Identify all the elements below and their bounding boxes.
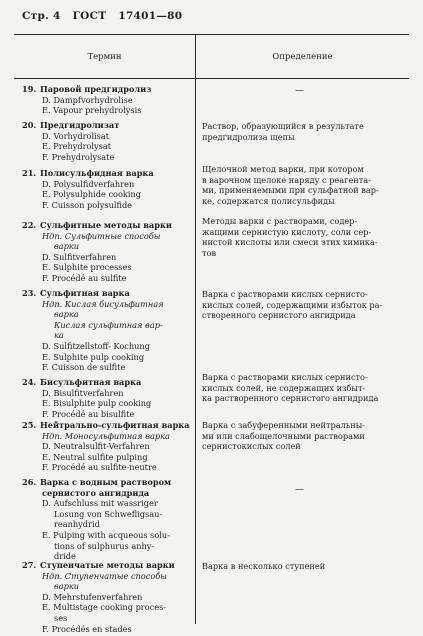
term-translation: F. Cuisson de sulfite (42, 362, 126, 373)
term-number: 24. (22, 377, 37, 387)
definition-line: ми, применяемыми при сульфатной вар- (202, 185, 379, 196)
term-title: Ступенчатые методы варки (40, 560, 175, 570)
term-translation: D. Sulfitverfahren (42, 251, 117, 262)
definition-20 (202, 121, 398, 142)
definition-dash-19: — (295, 86, 304, 96)
term-translation: D. Neutralsulfit-Verfahren (42, 441, 150, 452)
definition-27 (202, 561, 398, 572)
definition-line: ка растворенного сернистого ангидрида (202, 393, 379, 404)
definition-25 (202, 420, 398, 452)
page-header (22, 10, 190, 22)
term-deprecated: Кислая сульфитная вар- (54, 319, 163, 330)
definition-24 (202, 372, 398, 404)
term-title: Предгидролизат (40, 120, 120, 130)
definition-21 (202, 164, 398, 206)
definition-23 (202, 289, 398, 321)
term-translation: D. Vorhydrolisat (42, 130, 110, 141)
page-number: Стр. 4 (22, 10, 61, 22)
definition-line: жащими сернистую кислоту, соли сер- (202, 226, 372, 237)
column-header-term: Термин (87, 52, 122, 62)
column-header-definition: Определение (272, 52, 333, 62)
definition-line: створенного сернистого ангидрида (202, 310, 356, 321)
term-translation: D. Aufschluss mit wassriger (42, 498, 158, 509)
term-deprecated: ка (54, 330, 64, 341)
table-top-rule (14, 34, 409, 35)
term-translation: dride (54, 551, 76, 562)
term-translation: E. Vapour prehydrolysis (42, 105, 142, 116)
term-translation: E. Multistage cooking proces- (42, 602, 167, 613)
definition-line: Методы варки с растворами, содер- (202, 216, 358, 226)
term-translation: E. Sulphite pulp cooking (42, 351, 145, 362)
term-number: 27. (22, 560, 37, 570)
term-translation: tions of sulphurus anhy- (54, 540, 155, 551)
term-entry-20 (22, 120, 192, 162)
term-entry-23 (22, 288, 192, 373)
term-deprecated: Ндп. Ступенчатые способы (42, 570, 167, 581)
definition-line: предгидролиза щепы (202, 131, 295, 142)
term-translation: F. Cuisson polysulfide (42, 199, 133, 210)
term-number: 25. (22, 420, 37, 430)
term-entry-21 (22, 168, 192, 210)
term-translation: D. Polysulfidverfahren (42, 178, 135, 189)
term-translation: D. Bisulfitverfahren (42, 387, 124, 398)
term-number: 21. (22, 168, 37, 178)
term-translation: Losung von Schwefligsau- (54, 508, 163, 519)
term-translation: D. Sulfitzellstoff- Kochung (42, 340, 150, 351)
term-title: Нейтрально-сульфитная варка (40, 420, 190, 430)
column-divider (195, 34, 196, 624)
term-title: Полисульфидная варка (40, 168, 154, 178)
term-deprecated: Ндп. Моносульфитная варка (42, 430, 170, 441)
definition-dash-26: — (295, 485, 304, 495)
term-number: 19. (22, 84, 37, 94)
term-translation: E. Pulping with acqueous solu- (42, 529, 170, 540)
term-translation: F. Prehydrolysate (42, 151, 115, 162)
term-deprecated: варки (54, 581, 80, 592)
standard-number: 17401—80 (118, 10, 183, 22)
definition-line: Щелочной метод варки, при котором (202, 164, 364, 174)
standard-label: ГОСТ (72, 10, 107, 22)
term-translation: E. Prehydrolysat (42, 141, 112, 152)
definition-line: сернистокислых солей (202, 441, 301, 452)
definition-line: Варка с забуференными нейтральны- (202, 420, 366, 430)
term-translation: F. Procédés en stades (42, 623, 132, 634)
term-translation: D. Mehrstufenverfahren (42, 591, 143, 602)
term-translation: D. Dampfvorhydrolise (42, 94, 133, 105)
definition-line: ке, содержатся полисульфиды (202, 195, 335, 206)
term-translation: E. Polysulphide cooking (42, 189, 141, 200)
term-translation: ses (54, 612, 68, 623)
term-translation: F. Procédé au sulfite-neutre (42, 462, 157, 473)
term-translation: E. Sulphite processes (42, 262, 132, 273)
term-number: 23. (22, 288, 37, 298)
definition-line: кислых солей, не содержащих избыт- (202, 382, 366, 393)
term-title: Варка с водным раствором (40, 477, 172, 487)
term-entry-27 (22, 560, 192, 634)
term-entry-19 (22, 84, 192, 116)
term-title: Бисульфитная варка (40, 377, 142, 387)
term-title: Сульфитные методы варки (40, 220, 172, 230)
term-entry-25 (22, 420, 192, 473)
term-entry-24 (22, 377, 192, 419)
definition-line: нистой кислоты или смеси этих химика- (202, 237, 378, 248)
term-translation: E. Neutral sulfite pulping (42, 451, 148, 462)
term-entry-26 (22, 477, 192, 562)
definition-line: ми или слабощелочными растворами (202, 430, 365, 441)
definition-line: кислых солей, содержащими избыток ра- (202, 299, 383, 310)
term-translation: F. Procédé au sulfite (42, 272, 127, 283)
term-title: Паровой предгидролиз (40, 84, 152, 94)
definition-line: Варка с растворами кислых сернисто- (202, 372, 368, 382)
term-title-continued: сернистого ангидрида (42, 487, 150, 498)
term-translation: reanhydrid (54, 519, 100, 530)
term-number: 20. (22, 120, 37, 130)
term-deprecated: Ндп. Кислая бисульфитная (42, 298, 164, 309)
term-translation: E. Bisulphite pulp cooking (42, 398, 152, 409)
definition-line: тов (202, 247, 217, 258)
table-header-rule (14, 78, 409, 79)
term-deprecated: варки (54, 241, 80, 252)
term-title: Сульфитная варка (40, 288, 130, 298)
definition-22 (202, 216, 398, 258)
term-entry-22 (22, 220, 192, 284)
term-deprecated: варка (54, 309, 79, 320)
definition-line: Варка с растворами кислых сернисто- (202, 289, 368, 299)
definition-line: Раствор, образующийся в результате (202, 121, 364, 131)
term-deprecated: Ндп. Сульфитные способы (42, 230, 161, 241)
definition-line: Варка в несколько ступеней (202, 561, 326, 571)
term-number: 26. (22, 477, 37, 487)
term-translation: F. Procédé au bisulfite (42, 408, 135, 419)
term-number: 22. (22, 220, 37, 230)
definition-line: в варочном щелоке наряду с реагента- (202, 174, 371, 185)
